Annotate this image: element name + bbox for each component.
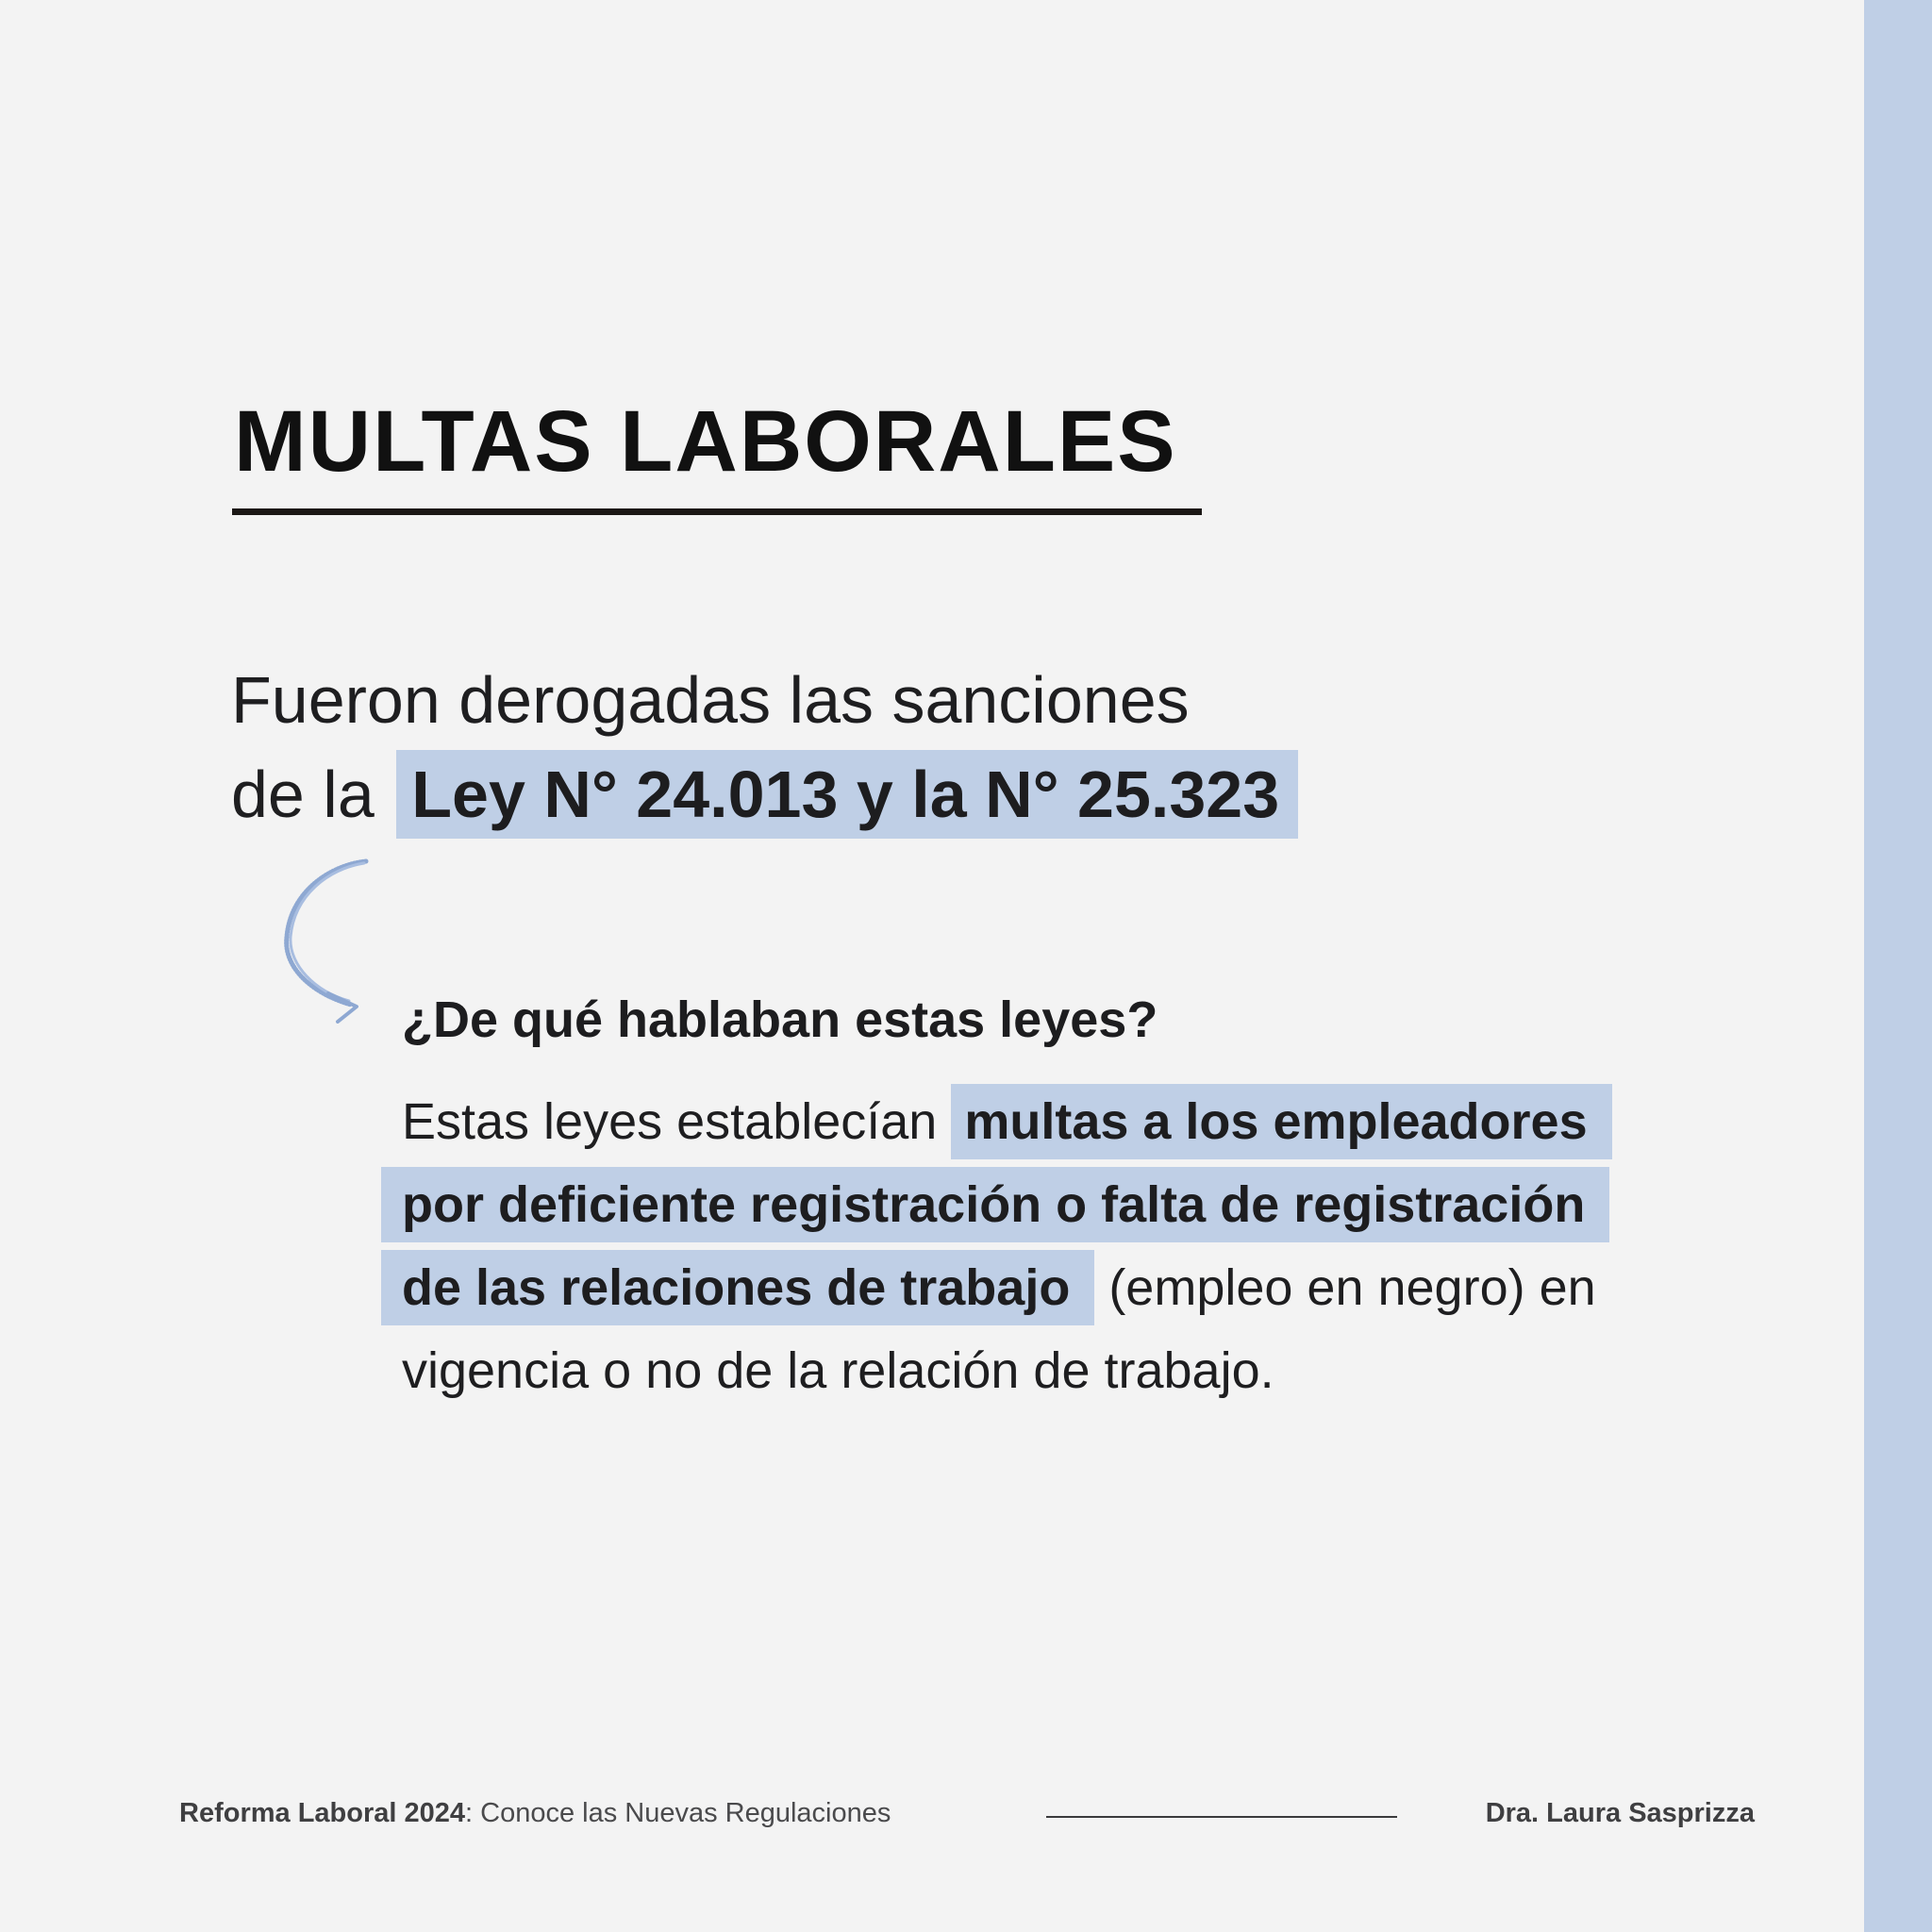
footer-divider <box>1046 1816 1397 1818</box>
side-accent-stripe <box>1864 0 1932 1932</box>
body-line-1 <box>381 1080 1760 1163</box>
explanation-paragraph <box>381 1080 1760 1412</box>
body-line-1-text: Estas leyes establecían <box>402 1093 938 1150</box>
body-highlight-1: multas a los empleadores <box>951 1084 1611 1159</box>
intro-paragraph <box>231 653 1457 841</box>
body-line-4: vigencia o no de la relación de trabajo. <box>402 1342 1274 1399</box>
body-highlight-3: de las relaciones de trabajo <box>381 1250 1094 1325</box>
body-line-3 <box>381 1246 1760 1329</box>
page-title: MULTAS LABORALES <box>234 393 1177 490</box>
curved-arrow-icon <box>274 854 377 1024</box>
title-underline <box>232 508 1202 515</box>
body-highlight-2: por deficiente registración o falta de registración <box>381 1167 1609 1242</box>
intro-line-2-prefix: de la <box>231 758 375 831</box>
footer-series-rest: : Conoce las Nuevas Regulaciones <box>465 1798 891 1828</box>
footer <box>179 1798 1755 1836</box>
body-line-2 <box>381 1163 1760 1246</box>
intro-line-1: Fueron derogadas las sanciones <box>231 663 1190 737</box>
footer-series-bold: Reforma Laboral 2024 <box>179 1798 466 1828</box>
footer-series-title <box>179 1798 891 1829</box>
law-numbers-highlight: Ley N° 24.013 y la N° 25.323 <box>396 750 1298 839</box>
footer-author: Dra. Laura Sasprizza <box>1485 1798 1755 1828</box>
intro-line-2 <box>231 747 1457 841</box>
section-question: ¿De qué hablaban estas leyes? <box>402 991 1158 1048</box>
body-line-3-text: (empleo en negro) en <box>1108 1259 1596 1316</box>
